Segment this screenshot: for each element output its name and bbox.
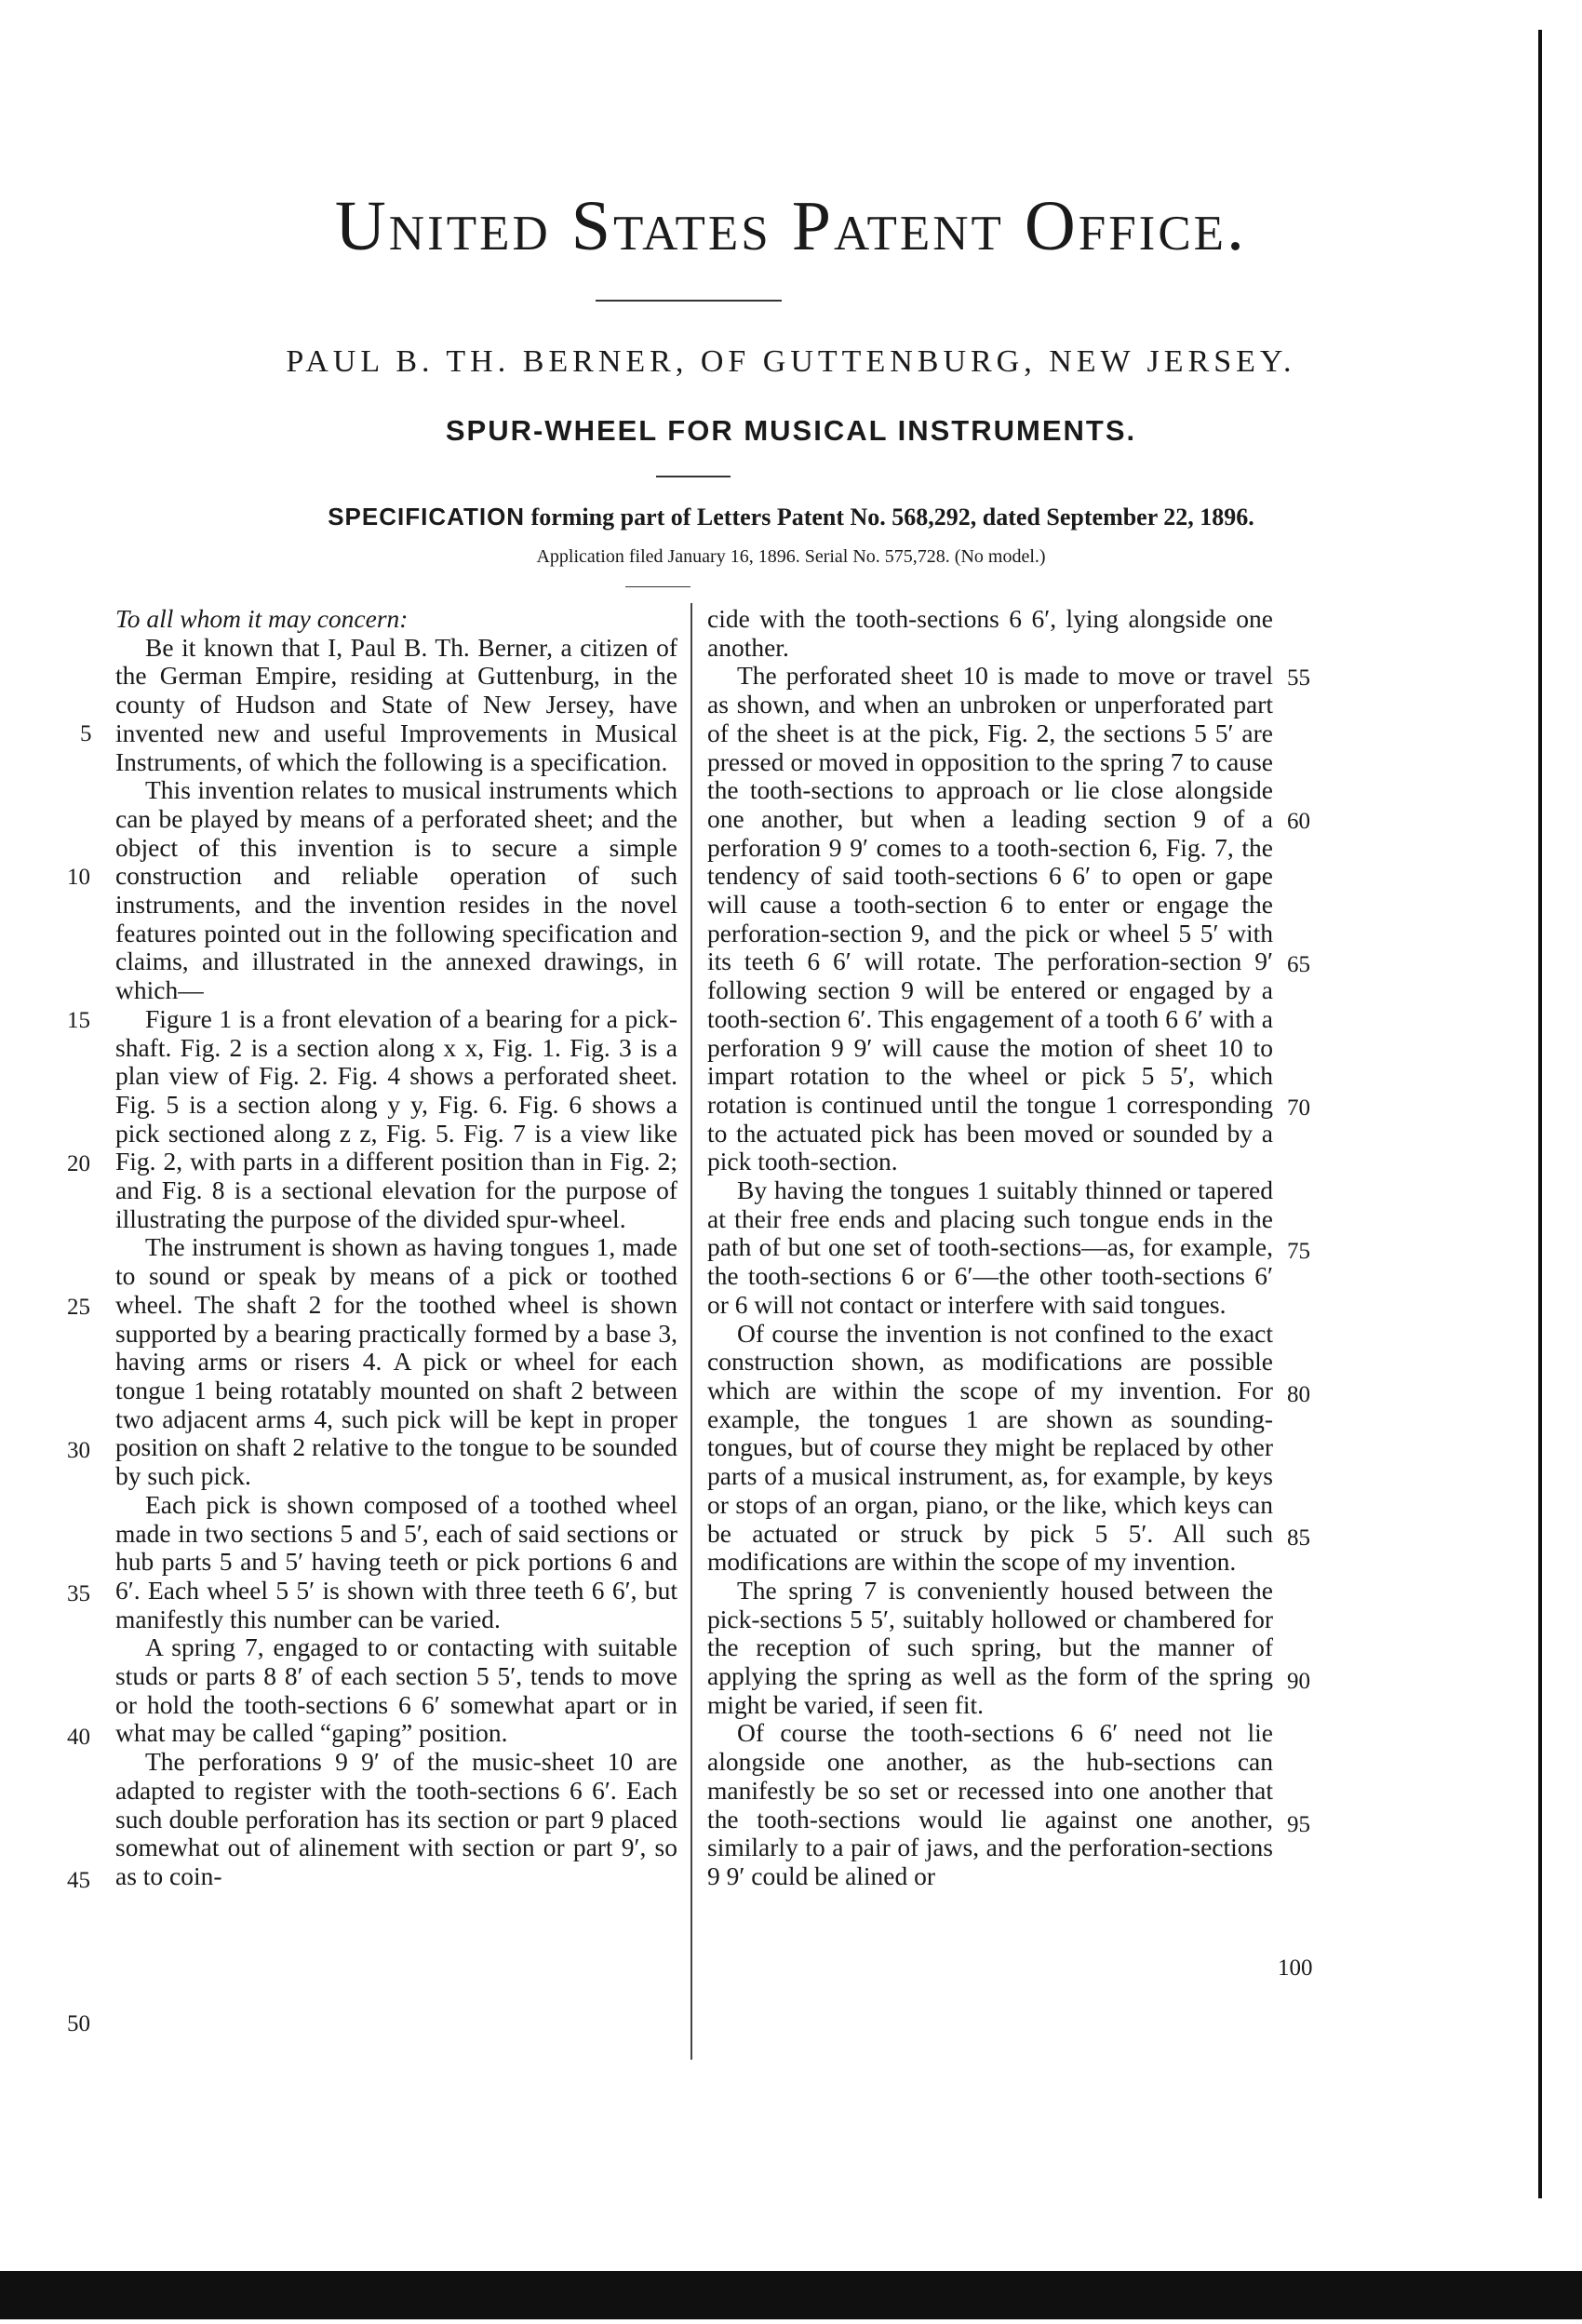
line-number: 90 [1287, 1669, 1310, 1694]
line-number: 85 [1287, 1525, 1310, 1551]
paragraph: This invention relates to musical instruments which can be played by means of a perforated sheet; and the object of this invention is to secure a simple construction and reliable operation of such instruments, and the invention resides in the novel features pointed out in the following specification and claims, and illustrated in the annexed drawings, in which— [115, 775, 677, 1005]
line-number: 55 [1287, 665, 1310, 691]
line-number: 60 [1287, 809, 1310, 834]
line-number: 50 [67, 2011, 90, 2036]
line-number: 40 [67, 1725, 90, 1750]
paragraph: A spring 7, engaged to or contacting with suitable studs or parts 8 8′ of each section 5 5′, tends to move or hold the tooth-sections 6 6′ somewhat apart or in what may be called “gaping” position. [115, 1632, 677, 1748]
specification-line [0, 503, 1582, 531]
paragraph: cide with the tooth-sections 6 6′, lying alongside one another. [707, 604, 1273, 662]
application-rule [625, 586, 690, 587]
paragraph: The instrument is shown as having tongues 1, made to sound or speak by means of a pick or toothed wheel. The shaft 2 for the toothed wheel is shown supported by a bearing practically formed by a base 3, having arms or risers 4. A pick or wheel for each tongue 1 being rotatably mounted on shaft 2 between two adjacent arms 4, such pick will be kept in proper position on shaft 2 relative to the tongue to be sounded by such pick. [115, 1232, 677, 1491]
paragraph: Figure 1 is a front elevation of a bearing for a pick-shaft. Fig. 2 is a section along x x, Fig. 1. Fig. 3 is a plan view of Fig. 2. Fig. 4 shows a perforated sheet. Fig. 5 is a section along y y, Fig. 6. Fig. 6 shows a pick sectioned along z z, Fig. 5. Fig. 7 is a view like Fig. 2, with parts in a different position than in Fig. 2; and Fig. 8 is a sectional elevation for the purpose of illustrating the purpose of the divided spur-wheel. [115, 1003, 677, 1233]
right-column [707, 605, 1273, 1891]
column-divider [690, 603, 692, 2060]
salutation: To all whom it may concern: [115, 604, 409, 633]
specification-rest: forming part of Letters Patent No. 568,292, dated September 22, 1896. [530, 504, 1254, 531]
footer-bar [0, 2271, 1582, 2319]
line-number: 70 [1287, 1095, 1310, 1121]
line-number: 15 [67, 1008, 90, 1033]
paragraph: Each pick is shown composed of a toothed wheel made in two sections 5 and 5′, each of said sections or hub parts 5 and 5′ having teeth or pick portions 6 and 6′. Each wheel 5 5′ is shown with three teeth 6 6′, but manifestly this number can be varied. [115, 1489, 677, 1633]
invention-rule [656, 476, 731, 477]
line-number: 45 [67, 1868, 90, 1893]
office-title: United States Patent Office. [334, 187, 1248, 265]
paragraph: Of course the invention is not confined to the exact construction shown, as modifications are possible which are within the scope of my invention. For example, the tongues 1 are shown as sounding-tongues, but of course they might be replaced by other parts of a musical instrument, as, for example, by keys or stops of an organ, piano, or the like, which keys can be actuated or struck by pick 5 5′. All such modifications are within the scope of my invention. [707, 1318, 1273, 1577]
line-number: 65 [1287, 952, 1310, 977]
line-number: 5 [80, 721, 92, 746]
paragraph: The perforated sheet 10 is made to move or travel as shown, and when an unbroken or unperforated part of the sheet is at the pick, Fig. 2, the sections 5 5′ are pressed or moved in opposition to the spring 7 to cause the tooth-sections to approach or lie close alongside one another, but when a leading section 9 of a perforation 9 9′ comes to a tooth-section 6, Fig. 7, the tendency of said tooth-sections 6 6′ to open or gape will cause a tooth-section 6 to enter or engage the perforation-section 9, and the pick or wheel 5 5′ with its teeth 6 6′ will rotate. The perforation-section 9′ following section 9 will be entered or engaged by a tooth-section 6′. This engagement of a tooth 6 6′ with a perforation 9 9′ will cause the motion of sheet 10 to impart rotation to the wheel or pick 5 5′, which rotation is continued until the tongue 1 corresponding to the actuated pick has been moved or sounded by a pick tooth-section. [707, 661, 1273, 1176]
specification-lead: SPECIFICATION [328, 503, 526, 531]
title-rule [596, 300, 782, 302]
line-number: 95 [1287, 1812, 1310, 1837]
line-number: 35 [67, 1581, 90, 1606]
paragraph: Of course the tooth-sections 6 6′ need not lie alongside one another, as the hub-sections can manifestly be so set or recessed into one another that the tooth-sections would lie against one another, similarly to a pair of jaws, and the perforation-sections 9 9′ could be alined or [707, 1718, 1273, 1890]
line-number: 100 [1278, 1955, 1313, 1981]
inventor-line: PAUL B. TH. BERNER, OF GUTTENBURG, NEW JERSEY. [286, 344, 1296, 379]
left-column [115, 605, 677, 1891]
line-number: 80 [1287, 1382, 1310, 1407]
paragraph: Be it known that I, Paul B. Th. Berner, a citizen of the German Empire, residing at Guttenburg, in the county of Hudson and State of New Jersey, have invented new and useful Improvements in Musical Instruments, of which the following is a specification. [115, 632, 677, 776]
invention-title: SPUR-WHEEL FOR MUSICAL INSTRUMENTS. [445, 414, 1137, 447]
application-line: Application filed January 16, 1896. Serial No. 575,728. (No model.) [536, 546, 1046, 567]
paragraph: The spring 7 is conveniently housed between the pick-sections 5 5′, suitably hollowed or chambered for the reception of such spring, but the manner of applying the spring as well as the form of the spring might be varied, if seen fit. [707, 1575, 1273, 1719]
line-number: 30 [67, 1438, 90, 1463]
line-number: 25 [67, 1295, 90, 1320]
line-number: 75 [1287, 1239, 1310, 1264]
paragraph: By having the tongues 1 suitably thinned or tapered at their free ends and placing such tongue ends in the path of but one set of tooth-sections—as, for example, the tooth-sections 6 or 6′—the other tooth-sections 6′ or 6 will not contact or interfere with said tongues. [707, 1175, 1273, 1319]
paragraph: The perforations 9 9′ of the music-sheet 10 are adapted to register with the tooth-sections 6 6′. Each such double perforation has its section or part 9 placed somewhat out of alinement with section or part 9′, so as to coin- [115, 1747, 677, 1890]
line-number: 20 [67, 1151, 90, 1176]
line-number: 10 [67, 865, 90, 890]
